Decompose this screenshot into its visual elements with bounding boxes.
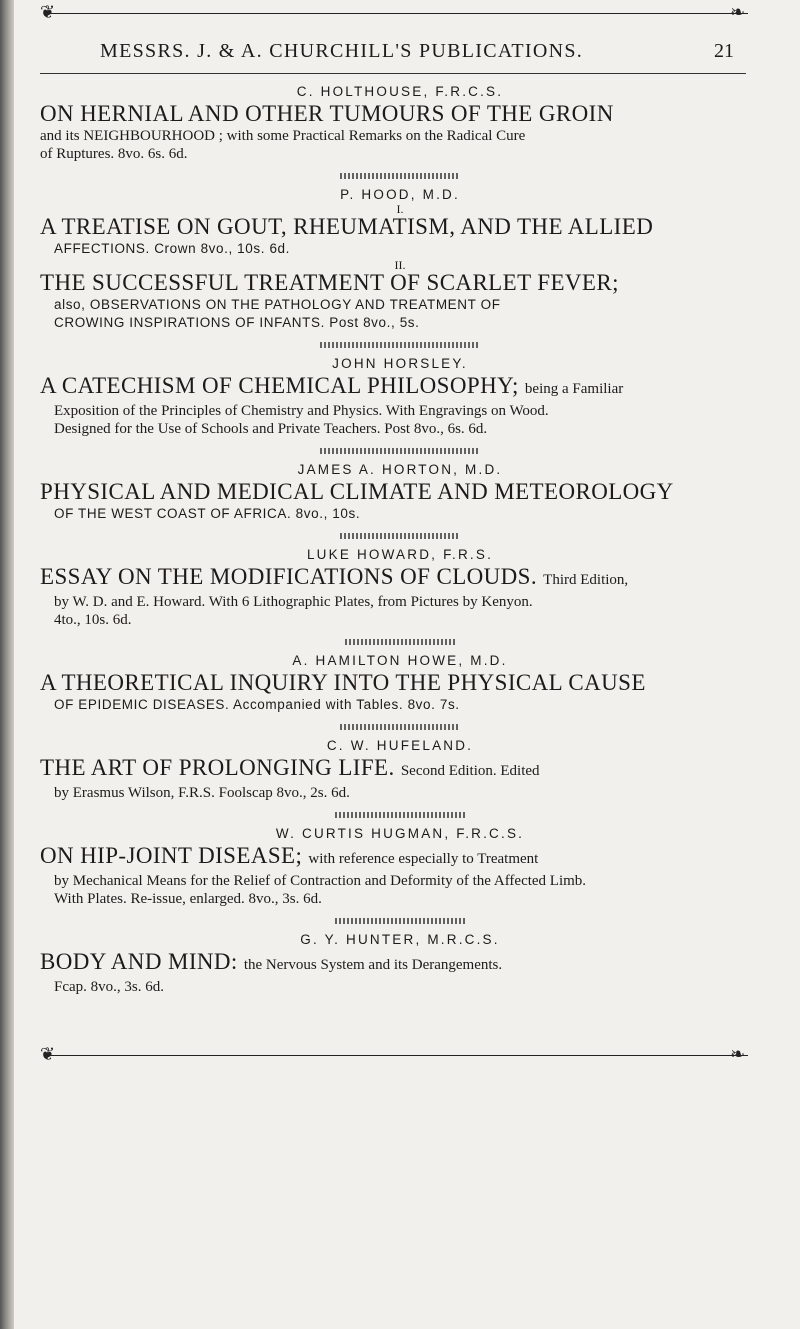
divider bbox=[340, 724, 460, 730]
publication-list bbox=[40, 84, 760, 1000]
ornament-top-right-icon: ❧ bbox=[730, 2, 746, 23]
ornament-bottom-right-icon: ❧ bbox=[730, 1044, 746, 1065]
divider bbox=[320, 448, 480, 454]
entry-detail: and its NEIGHBOURHOOD ; with some Practical Remarks on the Radical Cure bbox=[40, 128, 526, 144]
entry-detail: OF THE WEST COAST OF AFRICA. 8vo., 10s. bbox=[54, 506, 361, 521]
entry-author: A. HAMILTON HOWE, M.D. bbox=[292, 653, 508, 668]
entry-title: ON HIP-JOINT DISEASE; bbox=[40, 843, 303, 868]
list-item bbox=[40, 187, 760, 332]
entry-author: LUKE HOWARD, F.R.S. bbox=[306, 547, 494, 562]
entry-detail: by Erasmus Wilson, F.R.S. Foolscap 8vo., 2s. 6d. bbox=[54, 785, 350, 801]
list-item bbox=[40, 653, 760, 714]
entry-detail: of Ruptures. 8vo. 6s. 6d. bbox=[40, 146, 188, 162]
list-item bbox=[40, 932, 760, 996]
entry-detail: Fcap. 8vo., 3s. 6d. bbox=[54, 979, 164, 995]
divider bbox=[340, 533, 460, 539]
entry-author: JOHN HORSLEY. bbox=[332, 356, 468, 371]
bottom-rule bbox=[48, 1055, 748, 1056]
entry-author: JAMES A. HORTON, M.D. bbox=[297, 462, 503, 477]
list-item bbox=[40, 84, 760, 163]
divider bbox=[345, 639, 455, 645]
entry-title-line bbox=[40, 843, 760, 872]
entry-detail: also, OBSERVATIONS ON THE PATHOLOGY AND TREATMENT OF bbox=[54, 297, 501, 312]
list-item bbox=[40, 547, 760, 629]
entry-title: PHYSICAL AND MEDICAL CLIMATE AND METEOROLOGY bbox=[40, 479, 674, 504]
entry-detail: AFFECTIONS. Crown 8vo., 10s. 6d. bbox=[54, 241, 291, 256]
divider bbox=[320, 342, 480, 348]
entry-author: P. HOOD, M.D. bbox=[340, 187, 460, 202]
entry-title-tail: Third Edition, bbox=[543, 572, 629, 588]
entry-title: ESSAY ON THE MODIFICATIONS OF CLOUDS. bbox=[40, 564, 538, 589]
divider bbox=[335, 918, 465, 924]
entry-detail: With Plates. Re-issue, enlarged. 8vo., 3s. 6d. bbox=[54, 891, 322, 907]
entry-title-line bbox=[40, 373, 760, 402]
divider bbox=[340, 173, 460, 179]
entry-title-line bbox=[40, 949, 760, 978]
entry-title-tail: being a Familiar bbox=[524, 381, 624, 397]
ornament-top-left-icon: ❦ bbox=[40, 2, 56, 23]
entry-title: A TREATISE ON GOUT, RHEUMATISM, AND THE ALLIED bbox=[40, 214, 654, 239]
entry-numeral: I. bbox=[396, 202, 404, 216]
top-rule bbox=[48, 13, 748, 14]
divider bbox=[335, 812, 465, 818]
binding-edge bbox=[0, 0, 14, 1329]
entry-detail: CROWING INSPIRATIONS OF INFANTS. Post 8vo., 5s. bbox=[54, 315, 420, 330]
entry-title: A CATECHISM OF CHEMICAL PHILOSOPHY; bbox=[40, 373, 519, 398]
entry-title-2: THE SUCCESSFUL TREATMENT OF SCARLET FEVER; bbox=[40, 270, 619, 295]
entry-title: A THEORETICAL INQUIRY INTO THE PHYSICAL CAUSE bbox=[40, 670, 646, 695]
entry-numeral: II. bbox=[394, 258, 406, 272]
entry-title-tail: with reference especially to Treatment bbox=[308, 851, 539, 867]
ornament-bottom-left-icon: ❦ bbox=[40, 1044, 56, 1065]
entry-author: C. HOLTHOUSE, F.R.C.S. bbox=[296, 84, 504, 99]
entry-detail: Exposition of the Principles of Chemistry and Physics. With Engravings on Wood. bbox=[54, 403, 549, 419]
list-item bbox=[40, 356, 760, 438]
entry-title-tail: Second Edition. Edited bbox=[400, 763, 540, 779]
entry-title-line bbox=[40, 755, 760, 784]
entry-detail: by W. D. and E. Howard. With 6 Lithographic Plates, from Pictures by Kenyon. bbox=[54, 594, 533, 610]
entry-author: C. W. HUFELAND. bbox=[326, 738, 474, 753]
entry-title-tail: the Nervous System and its Derangements. bbox=[243, 957, 503, 973]
running-head bbox=[100, 40, 740, 63]
entry-title: ON HERNIAL AND OTHER TUMOURS OF THE GROIN bbox=[40, 101, 614, 126]
entry-detail: OF EPIDEMIC DISEASES. Accompanied with Tables. 8vo. 7s. bbox=[54, 697, 460, 712]
entry-detail: by Mechanical Means for the Relief of Contraction and Deformity of the Affected Limb. bbox=[54, 873, 587, 889]
entry-author: W. CURTIS HUGMAN, F.R.C.S. bbox=[275, 826, 525, 841]
entry-author: G. Y. HUNTER, M.R.C.S. bbox=[300, 932, 500, 947]
list-item bbox=[40, 738, 760, 802]
list-item bbox=[40, 462, 760, 523]
entry-detail: Designed for the Use of Schools and Private Teachers. Post 8vo., 6s. 6d. bbox=[54, 421, 488, 437]
entry-title: THE ART OF PROLONGING LIFE. bbox=[40, 755, 395, 780]
running-head-title: MESSRS. J. & A. CHURCHILL'S PUBLICATIONS. bbox=[100, 40, 584, 62]
list-item bbox=[40, 826, 760, 908]
header-rule bbox=[40, 73, 746, 74]
entry-detail: 4to., 10s. 6d. bbox=[54, 612, 132, 628]
entry-title-line bbox=[40, 564, 760, 593]
entry-title: BODY AND MIND: bbox=[40, 949, 238, 974]
page-number: 21 bbox=[714, 40, 734, 62]
